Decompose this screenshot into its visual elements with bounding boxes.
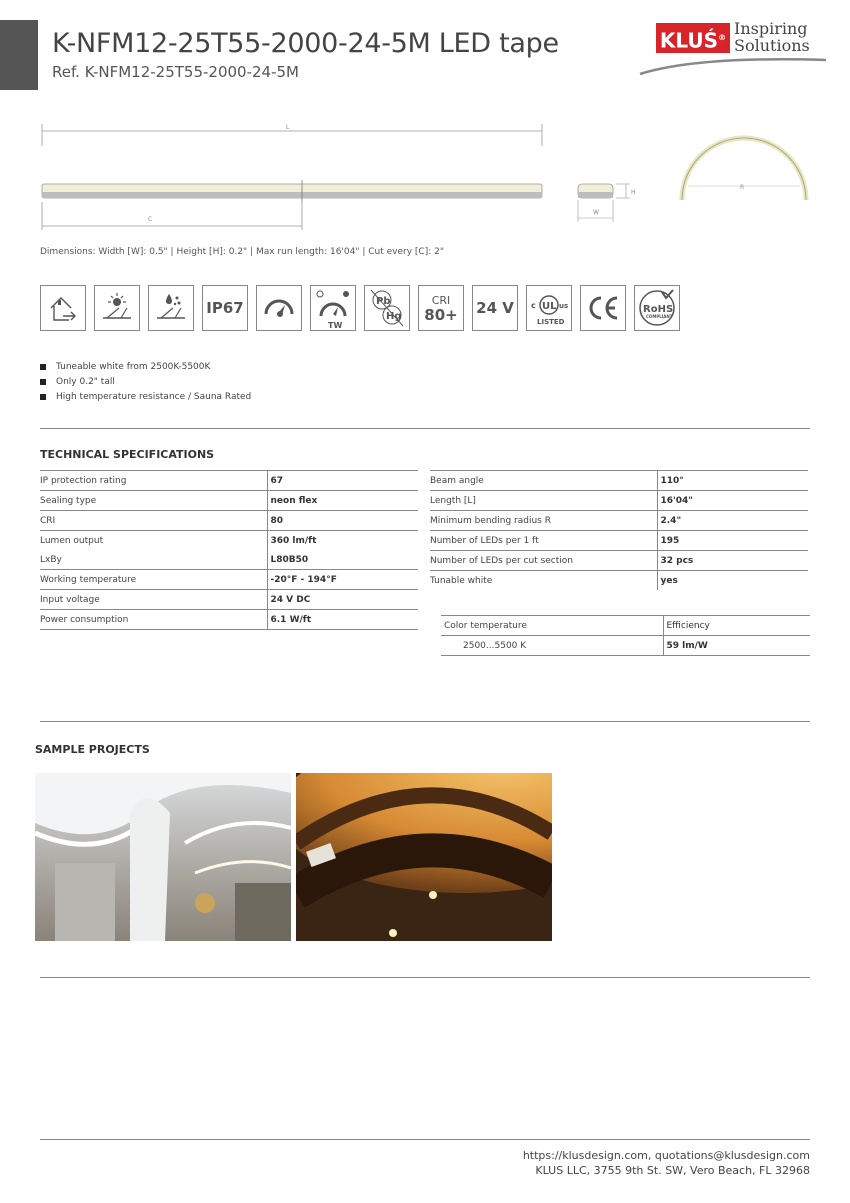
sample-project-image-1 bbox=[35, 773, 291, 941]
spec-value: 32 pcs bbox=[657, 551, 808, 571]
hg-text: Hg bbox=[386, 311, 402, 322]
label-W: W bbox=[593, 209, 599, 216]
ul-listed-text: LISTED bbox=[537, 318, 565, 326]
table-header-row bbox=[441, 616, 810, 636]
cri-value: 80+ bbox=[424, 306, 458, 324]
footer-contact: https://klusdesign.com, quotations@klusdesign.com bbox=[522, 1149, 810, 1162]
ul-c-text: c bbox=[531, 301, 536, 310]
logo-tagline bbox=[734, 20, 810, 54]
footer-divider bbox=[40, 1139, 810, 1140]
efficiency-table bbox=[441, 616, 810, 656]
footer bbox=[523, 1148, 810, 1178]
table-row bbox=[430, 491, 808, 511]
features-list bbox=[40, 360, 251, 405]
logo-registered: ® bbox=[718, 33, 727, 42]
sample-project-image-2 bbox=[296, 773, 552, 941]
spec-label: Beam angle bbox=[430, 471, 657, 491]
pb-text: Pb bbox=[376, 296, 391, 307]
logo-tagline-line2: Solutions bbox=[734, 36, 810, 55]
logo-brand: KLUŚ bbox=[659, 28, 719, 53]
spec-label: CRI bbox=[40, 511, 267, 531]
table-row bbox=[40, 550, 418, 570]
spec-label: Lumen output bbox=[40, 535, 104, 546]
cri-icon bbox=[418, 285, 464, 331]
tunable-white-text: TW bbox=[328, 321, 343, 330]
footer-address: KLUS LLC, 3755 9th St. SW, Vero Beach, FL 32968 bbox=[535, 1164, 810, 1177]
table-row bbox=[40, 471, 418, 491]
spec-table-right bbox=[430, 471, 808, 590]
spec-label: Tunable white bbox=[430, 575, 493, 586]
ul-us-text: us bbox=[559, 302, 569, 310]
table-row bbox=[40, 491, 418, 511]
spec-value: 6.1 W/ft bbox=[267, 610, 418, 630]
ip-rating-text: IP67 bbox=[206, 299, 244, 317]
spec-value: 110° bbox=[657, 471, 808, 491]
ip-rating-icon bbox=[202, 285, 248, 331]
spec-label: Number of LEDs per cut section bbox=[430, 551, 657, 571]
spec-label: Sealing type bbox=[40, 491, 267, 511]
spec-table-left bbox=[40, 471, 418, 630]
label-C: C bbox=[148, 216, 153, 223]
tech-spec-title: TECHNICAL SPECIFICATIONS bbox=[40, 448, 215, 461]
spec-value: 195 bbox=[657, 531, 808, 551]
table-row bbox=[40, 511, 418, 531]
cri-label: CRI bbox=[431, 294, 451, 307]
ce-icon bbox=[580, 285, 626, 331]
table-row bbox=[40, 590, 418, 610]
spec-value: 360 lm/ft bbox=[267, 531, 418, 551]
no-pb-hg-icon bbox=[364, 285, 410, 331]
spec-label: Working temperature bbox=[40, 570, 267, 590]
ul-listed-icon bbox=[526, 285, 572, 331]
table-row bbox=[430, 471, 808, 491]
feature-item: High temperature resistance / Sauna Rated bbox=[40, 390, 251, 405]
label-R: R bbox=[740, 184, 745, 191]
indoor-icon bbox=[40, 285, 86, 331]
spec-label: IP protection rating bbox=[40, 471, 267, 491]
voltage-text: 24 V bbox=[476, 299, 514, 317]
uv-resistant-icon bbox=[94, 285, 140, 331]
voltage-icon bbox=[472, 285, 518, 331]
spec-label: LxBy bbox=[40, 550, 267, 570]
table-row bbox=[40, 570, 418, 590]
product-ref: Ref. K-NFM12-25T55-2000-24-5M bbox=[52, 63, 299, 81]
table-row bbox=[430, 511, 808, 531]
table-cell: 2500...5500 K bbox=[441, 636, 663, 656]
rohs-text: RoHS bbox=[643, 304, 674, 315]
spec-value: yes bbox=[657, 571, 808, 591]
spec-label: Power consumption bbox=[40, 610, 267, 630]
spec-value: 80 bbox=[267, 511, 418, 531]
table-row bbox=[430, 571, 808, 591]
logo-tagline-line1: Inspiring bbox=[734, 19, 808, 38]
technical-drawing bbox=[38, 118, 818, 230]
spec-value: -20°F - 194°F bbox=[267, 570, 418, 590]
spec-value: neon flex bbox=[267, 491, 418, 511]
spec-label: Number of LEDs per 1 ft bbox=[430, 531, 657, 551]
table-row bbox=[430, 531, 808, 551]
header-accent-bar bbox=[0, 20, 38, 90]
table-row bbox=[40, 610, 418, 630]
spec-label: Minimum bending radius R bbox=[430, 511, 657, 531]
rohs-compliant-text: COMPLIANT bbox=[646, 314, 673, 319]
ul-text: UL bbox=[542, 301, 557, 312]
table-row bbox=[430, 551, 808, 571]
spec-value: 16'04" bbox=[657, 491, 808, 511]
divider bbox=[40, 721, 810, 722]
table-row bbox=[441, 636, 810, 656]
dimmable-icon bbox=[256, 285, 302, 331]
dimensions-text: Dimensions: Width [W]: 0.5" | Height [H]: 0.2" | Max run length: 16'04" | Cut every [C]: 2" bbox=[40, 247, 444, 257]
spec-value: 24 V DC bbox=[267, 590, 418, 610]
spec-value: L80B50 bbox=[267, 550, 418, 570]
tunable-white-icon bbox=[310, 285, 356, 331]
divider bbox=[40, 977, 810, 978]
divider bbox=[40, 428, 810, 429]
logo-brand-box bbox=[656, 23, 730, 53]
logo-swoosh bbox=[638, 54, 828, 78]
column-header: Efficiency bbox=[663, 616, 810, 636]
feature-item: Tuneable white from 2500K-5500K bbox=[40, 360, 251, 375]
spec-label: Length [L] bbox=[430, 491, 657, 511]
label-H: H bbox=[631, 189, 636, 196]
table-cell: 59 lm/W bbox=[663, 636, 810, 656]
sample-projects-title: SAMPLE PROJECTS bbox=[35, 743, 150, 756]
spec-value: 2.4" bbox=[657, 511, 808, 531]
spec-label: Input voltage bbox=[40, 590, 267, 610]
spec-value: 67 bbox=[267, 471, 418, 491]
klus-logo bbox=[656, 20, 826, 80]
feature-icons-row bbox=[40, 285, 680, 331]
page-title: K-NFM12-25T55-2000-24-5M LED tape bbox=[52, 28, 559, 59]
feature-item: Only 0.2" tall bbox=[40, 375, 251, 390]
column-header: Color temperature bbox=[441, 616, 663, 636]
label-L: L bbox=[286, 124, 290, 131]
rohs-icon bbox=[634, 285, 680, 331]
table-row bbox=[40, 531, 418, 551]
salt-dust-resistant-icon bbox=[148, 285, 194, 331]
